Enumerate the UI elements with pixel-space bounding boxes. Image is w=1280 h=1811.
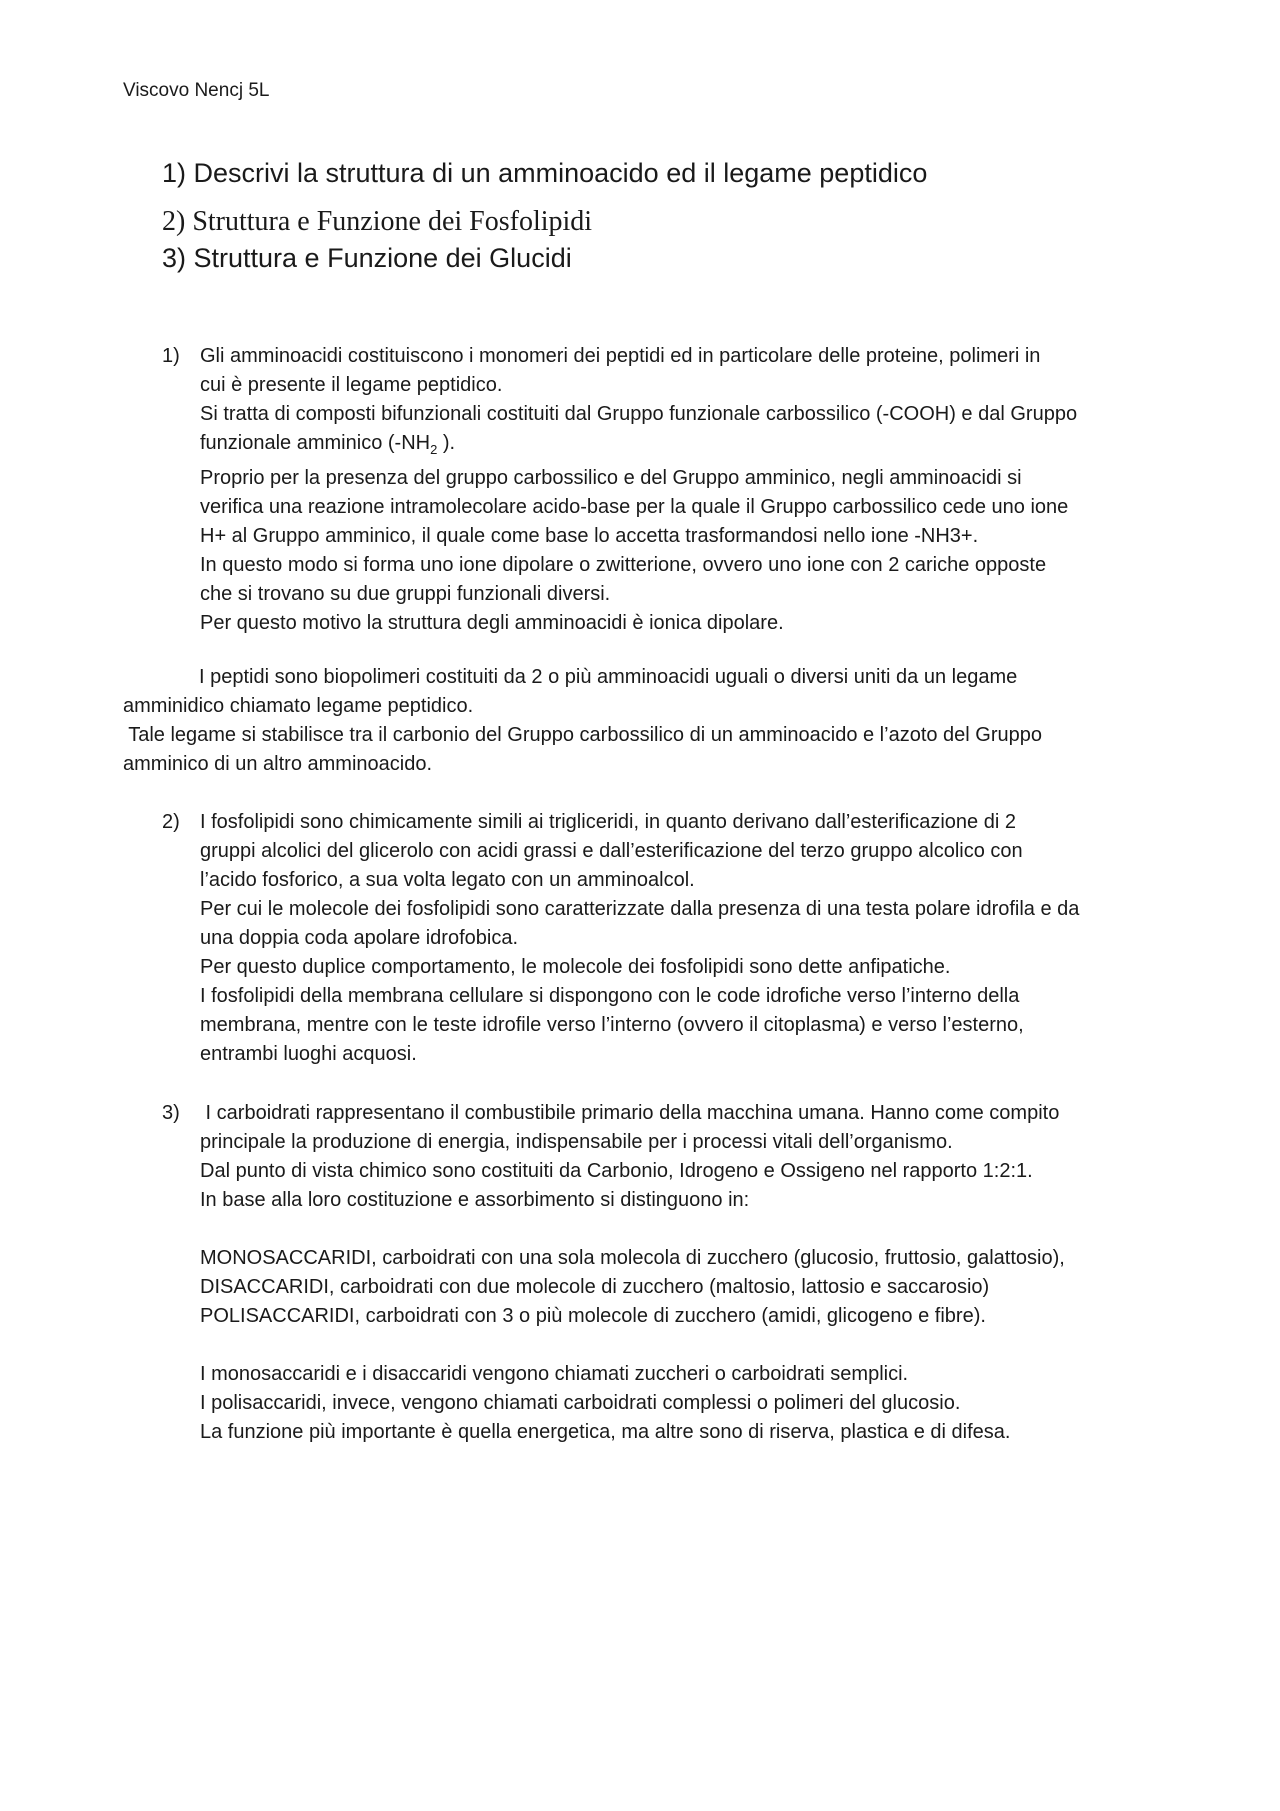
- author-header: Viscovo Nencj 5L: [123, 80, 270, 101]
- answer-3-closing-line: La funzione più importante è quella energetica, ma altre sono di riserva, plastica e di difesa.: [200, 1421, 1011, 1443]
- answer-1-line: Per questo motivo la struttura degli amminoacidi è ionica dipolare.: [200, 612, 784, 634]
- answer-1-line: che si trovano su due gruppi funzionali diversi.: [200, 583, 611, 605]
- answer-2-line: membrana, mentre con le teste idrofile verso l’interno (ovvero il citoplasma) e verso l’esterno,: [200, 1014, 1024, 1036]
- spacer: [200, 1331, 1065, 1360]
- carb-type-monosaccharides: MONOSACCARIDI, carboidrati con una sola molecola di zucchero (glucosio, fruttosio, galattosio),: [200, 1247, 1065, 1269]
- answer-2-line: entrambi luoghi acquosi.: [200, 1043, 417, 1065]
- peptide-paragraph: [123, 663, 1223, 779]
- answer-1-line: funzionale amminico (-NH: [200, 432, 431, 454]
- peptide-line-text: I peptidi sono biopolimeri costituiti da 2 o più amminoacidi uguali o diversi uniti da un legame: [199, 666, 1018, 688]
- answer-3-number: 3): [162, 1102, 180, 1124]
- answer-1-line: In questo modo si forma uno ione dipolare o zwitterione, ovvero uno ione con 2 cariche opposte: [200, 554, 1047, 576]
- answer-1-line: Gli amminoacidi costituiscono i monomeri dei peptidi ed in particolare delle proteine, polimeri in: [200, 345, 1041, 367]
- answer-1-line: Si tratta di composti bifunzionali costituiti dal Gruppo funzionale carbossilico (-COOH) e dal Gruppo: [200, 403, 1078, 425]
- carb-type-polysaccharides: POLISACCARIDI, carboidrati con 3 o più molecole di zucchero (amidi, glicogeno e fibre).: [200, 1305, 986, 1327]
- answer-1-body: [200, 342, 1077, 638]
- answer-2-line: una doppia coda apolare idrofobica.: [200, 927, 519, 949]
- answer-1-line-nh2: [200, 429, 1077, 464]
- question-1: 1) Descrivi la struttura di un amminoacido ed il legame peptidico: [162, 158, 928, 188]
- spacer: [200, 1215, 1065, 1244]
- answer-2-line: I fosfolipidi della membrana cellulare si dispongono con le code idrofiche verso l’interno della: [200, 985, 1020, 1007]
- answer-2-line: I fosfolipidi sono chimicamente simili ai trigliceridi, in quanto derivano dall’esterificazione di 2: [200, 811, 1016, 833]
- questions-list: [162, 155, 1162, 276]
- answer-2-line: gruppi alcolici del glicerolo con acidi grassi e dall’esterificazione del terzo gruppo alcolico con: [200, 840, 1023, 862]
- carb-type-disaccharides: DISACCARIDI, carboidrati con due molecole di zucchero (maltosio, lattosio e saccarosio): [200, 1276, 990, 1298]
- question-2: 2) Struttura e Funzione dei Fosfolipidi: [162, 206, 593, 237]
- answer-1-line: verifica una reazione intramolecolare acido-base per la quale il Gruppo carbossilico cede uno ione: [200, 496, 1069, 518]
- answer-1-line: Proprio per la presenza del gruppo carbossilico e del Gruppo amminico, negli amminoacidi si: [200, 467, 1022, 489]
- answer-2-body: [200, 808, 1079, 1069]
- answer-2-number: 2): [162, 811, 180, 833]
- answer-3-body: [200, 1099, 1065, 1447]
- answer-3-closing-line: I polisaccaridi, invece, vengono chiamati carboidrati complessi o polimeri del glucosio.: [200, 1392, 961, 1414]
- answer-1-number: 1): [162, 345, 180, 367]
- peptide-line: [123, 663, 1223, 692]
- nh2-close: ).: [437, 432, 456, 454]
- answer-2-line: Per questo duplice comportamento, le molecole dei fosfolipidi sono dette anfipatiche.: [200, 956, 951, 978]
- answer-3-line: Dal punto di vista chimico sono costituiti da Carbonio, Idrogeno e Ossigeno nel rapporto 1:2:1.: [200, 1160, 1033, 1182]
- answer-2-line: l’acido fosforico, a sua volta legato con un amminoalcol.: [200, 869, 695, 891]
- peptide-line: amminico di un altro amminoacido.: [123, 753, 433, 775]
- answer-3-line: principale la produzione di energia, indispensabile per i processi vitali dell’organismo.: [200, 1131, 953, 1153]
- answer-3-line: I carboidrati rappresentano il combustibile primario della macchina umana. Hanno come compito: [200, 1102, 1060, 1124]
- answer-3-closing-line: I monosaccaridi e i disaccaridi vengono chiamati zuccheri o carboidrati semplici.: [200, 1363, 909, 1385]
- peptide-line: amminidico chiamato legame peptidico.: [123, 695, 474, 717]
- peptide-line: Tale legame si stabilisce tra il carbonio del Gruppo carbossilico di un amminoacido e l’azoto del Gruppo: [123, 724, 1043, 746]
- answer-3-line: In base alla loro costituzione e assorbimento si distinguono in:: [200, 1189, 750, 1211]
- nh2-subscript: 2: [430, 442, 438, 457]
- answer-1-line: H+ al Gruppo amminico, il quale come base lo accetta trasformandosi nello ione -NH3+.: [200, 525, 979, 547]
- answer-1-line: cui è presente il legame peptidico.: [200, 374, 503, 396]
- question-3: 3) Struttura e Funzione dei Glucidi: [162, 243, 572, 273]
- answer-2-line: Per cui le molecole dei fosfolipidi sono caratterizzate dalla presenza di una testa polare idrofila e da: [200, 898, 1080, 920]
